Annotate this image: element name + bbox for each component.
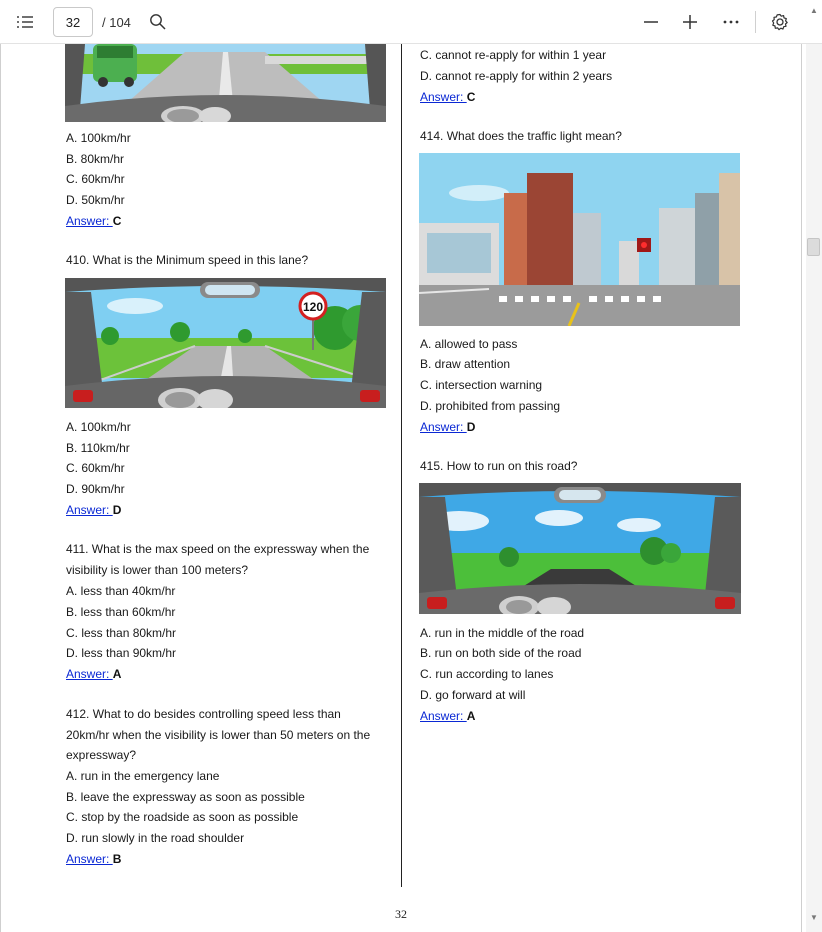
- answer-link[interactable]: Answer:: [66, 503, 113, 517]
- answer-link[interactable]: Answer:: [66, 852, 113, 866]
- q412-option: D. run slowly in the road shoulder: [66, 831, 245, 845]
- q415-option: C. run according to lanes: [420, 667, 554, 681]
- q410-option: B. 110km/hr: [66, 441, 130, 455]
- q412-question-line: 20km/hr when the visibility is lower than 50 meters on the: [66, 728, 371, 742]
- q415-option: B. run on both side of the road: [420, 646, 582, 660]
- q414-question: 414. What does the traffic light mean?: [420, 129, 622, 143]
- answer-value: A: [466, 709, 476, 723]
- q412-question-line: 412. What to do besides controlling speed less than: [66, 707, 341, 721]
- q409-option: D. 50km/hr: [66, 193, 125, 207]
- q414-option: A. allowed to pass: [420, 337, 518, 351]
- q415-option: A. run in the middle of the road: [420, 626, 585, 640]
- page-border-left: [0, 44, 1, 932]
- q413-answer: [420, 90, 475, 104]
- scrollbar-thumb[interactable]: [807, 238, 820, 256]
- q413-option: D. cannot re-apply for within 2 years: [420, 69, 613, 83]
- page-total: / 104: [102, 15, 131, 30]
- answer-link[interactable]: Answer:: [66, 214, 113, 228]
- scroll-down-arrow[interactable]: ▼: [810, 913, 818, 922]
- q412-answer: [66, 852, 121, 866]
- q411-question-line: 411. What is the max speed on the expressway when the: [66, 542, 370, 556]
- page-footer-number: 32: [395, 907, 407, 921]
- q411-answer: [66, 667, 121, 681]
- q410-answer: [66, 503, 121, 517]
- q411-question-line: visibility is lower than 100 meters?: [66, 563, 249, 577]
- q414-option: D. prohibited from passing: [420, 399, 561, 413]
- page-number-input[interactable]: [53, 7, 93, 37]
- q410-image: [65, 278, 386, 408]
- speed-sign-text: 120: [302, 300, 324, 314]
- q410-option: C. 60km/hr: [66, 461, 125, 475]
- q410-option: D. 90km/hr: [66, 482, 125, 496]
- zoom-in-icon[interactable]: [680, 12, 700, 32]
- q411-option: C. less than 80km/hr: [66, 626, 177, 640]
- q412-option: A. run in the emergency lane: [66, 769, 220, 783]
- q411-option: B. less than 60km/hr: [66, 605, 176, 619]
- q412-option: C. stop by the roadside as soon as possible: [66, 810, 299, 824]
- q415-answer: [420, 709, 475, 723]
- q409-image: [65, 44, 386, 122]
- scrollbar-track[interactable]: [806, 44, 822, 932]
- q409-answer: [66, 214, 121, 228]
- answer-value: D: [112, 503, 122, 517]
- page-border-right: [801, 44, 802, 932]
- q415-image: [419, 483, 741, 614]
- q412-question-line: expressway?: [66, 748, 137, 762]
- q411-option: A. less than 40km/hr: [66, 584, 176, 598]
- answer-value: D: [466, 420, 476, 434]
- q415-option: D. go forward at will: [420, 688, 526, 702]
- search-icon[interactable]: [148, 12, 168, 32]
- answer-value: C: [466, 90, 476, 104]
- answer-link[interactable]: Answer:: [420, 90, 467, 104]
- settings-icon[interactable]: [769, 11, 791, 33]
- pdf-toolbar: [0, 0, 822, 44]
- q414-answer: [420, 420, 475, 434]
- q409-option: A. 100km/hr: [66, 131, 131, 145]
- q410-option: A. 100km/hr: [66, 420, 131, 434]
- more-icon[interactable]: [720, 12, 742, 32]
- answer-link[interactable]: Answer:: [66, 667, 113, 681]
- answer-value: B: [112, 852, 122, 866]
- column-divider: [401, 44, 402, 887]
- q414-option: C. intersection warning: [420, 378, 543, 392]
- answer-link[interactable]: Answer:: [420, 709, 467, 723]
- toolbar-separator: [755, 11, 756, 33]
- contents-icon[interactable]: [14, 12, 36, 32]
- q414-image: [419, 153, 740, 326]
- q415-question: 415. How to run on this road?: [420, 459, 578, 473]
- answer-value: A: [112, 667, 122, 681]
- q409-option: B. 80km/hr: [66, 152, 125, 166]
- answer-value: C: [112, 214, 122, 228]
- q410-question: 410. What is the Minimum speed in this lane?: [66, 253, 309, 267]
- q411-option: D. less than 90km/hr: [66, 646, 177, 660]
- q409-option: C. 60km/hr: [66, 172, 125, 186]
- q414-option: B. draw attention: [420, 357, 511, 371]
- q412-option: B. leave the expressway as soon as possible: [66, 790, 305, 804]
- answer-link[interactable]: Answer:: [420, 420, 467, 434]
- zoom-out-icon[interactable]: [641, 12, 661, 32]
- scroll-up-arrow[interactable]: ▲: [810, 6, 818, 15]
- q413-option: C. cannot re-apply for within 1 year: [420, 48, 607, 62]
